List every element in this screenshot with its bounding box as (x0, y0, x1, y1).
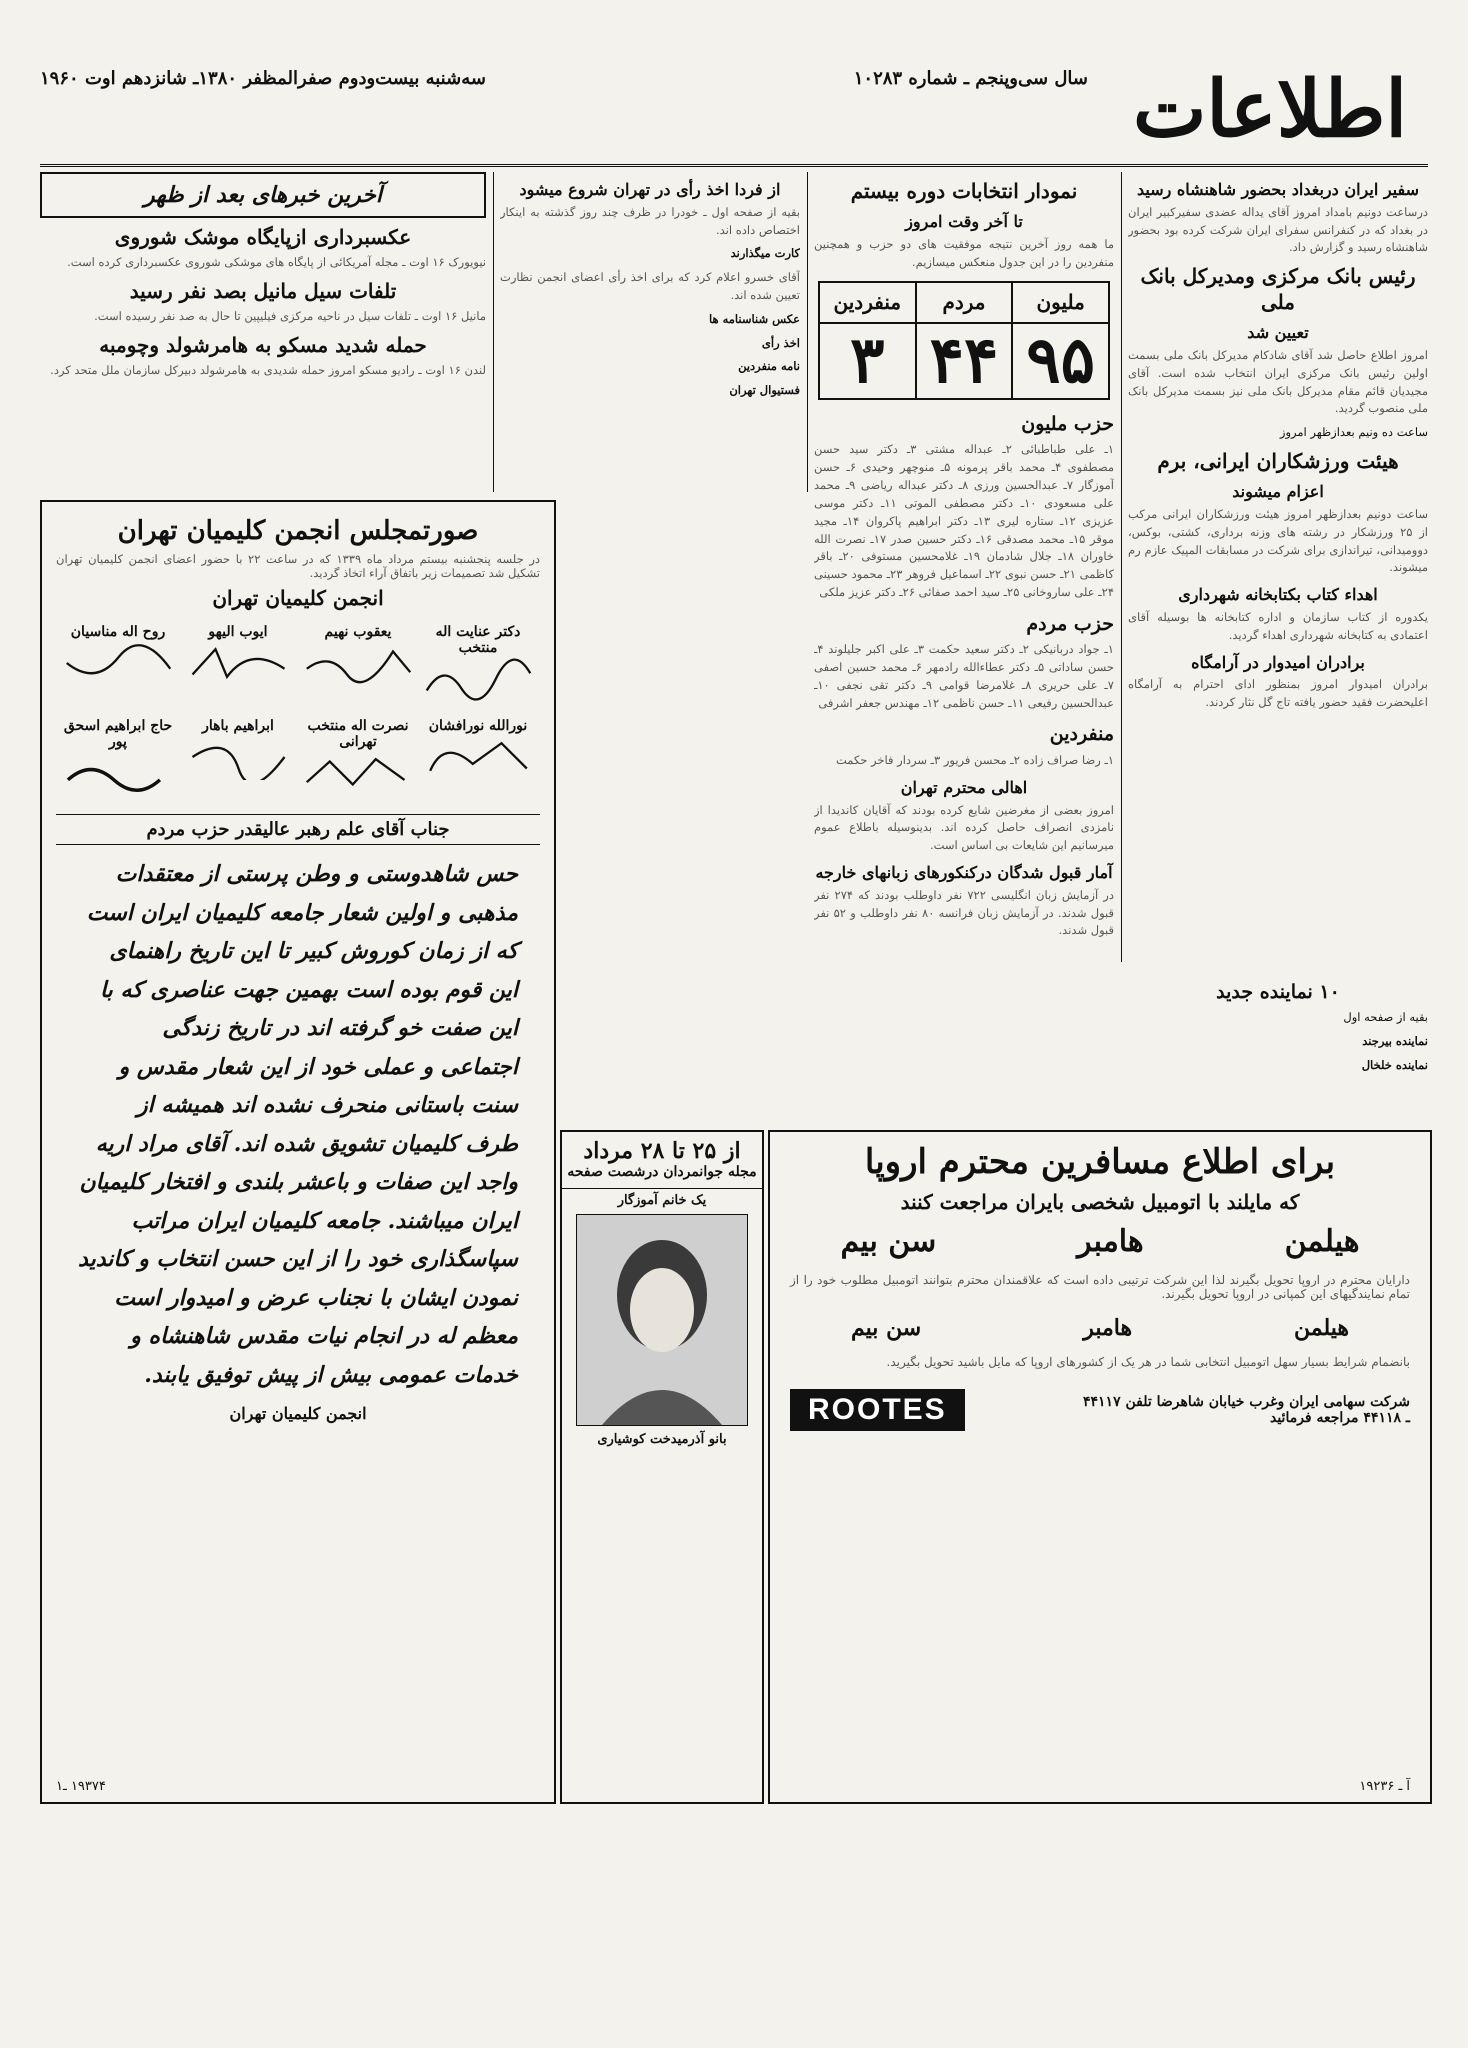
tally-value: ۴۴ (929, 323, 999, 399)
headline-library: اهداء کتاب بکتابخانه شهرداری (1178, 585, 1378, 605)
signatory-name: نصرت اله منتخب تهرانی (307, 718, 409, 750)
article-text: امروز اطلاع حاصل شد آقای شادکام مدیرکل بانک ملی بسمت اولین رئیس بانک مرکزی ایران انتخاب شده است. آقای مجیدیان قائم مقام مدیرکل بانک ملی نیز بسمت مدیرکل بانک ملی منصوب گردید. (1128, 348, 1428, 416)
signature-block (42, 610, 554, 814)
newspaper-page (40, 60, 1428, 1980)
rootes-logo: ROOTES (790, 1389, 965, 1431)
tally-label: ملیون (1013, 283, 1108, 324)
headline-flood: تلفات سیل مانیل بصد نفر رسید (129, 278, 397, 303)
article-text: در آزمایش زبان انگلیسی ۷۲۲ نفر داوطلب بودند که ۲۷۴ نفر قبول شدند. در آزمایش زبان فرانسه ۸۰ نفر داوطلب و ۵۲ نفر قبول شدند. (814, 887, 1114, 938)
article-text: مانیل ۱۶ اوت ـ تلفات سیل در ناحیه مرکزی فیلیپین تا حال به صد نفر رسیده است. (94, 308, 486, 323)
signatory (60, 718, 175, 800)
rootes-ad (768, 1130, 1432, 1804)
candidate-list: ۱ـ جواد دربانیکی ۲ـ دکتر سعید حکمت ۳ـ علی اکبر جلیلوند ۴ـ حسن ساداتی ۵ـ دکتر عطاءالله رادمهر ۶ـ محمد حسین اصفی ۷ـ علی حریری ۸ـ غلامرضا قوامی ۹ـ دکتر تقی نجفی ۱۰ـ عبدالحسین رفیعی ۱۱ـ حسن ناظمی ۱۲ـ مهندس جعفر اشرفی (814, 642, 1114, 710)
dateline: سه‌شنبه بیست‌ودوم صفرالمظفر ۱۳۸۰ـ شانزدهم اوت ۱۹۶۰ (40, 68, 486, 89)
signatory (180, 624, 295, 706)
party-heading: حزب مردم (1026, 612, 1114, 635)
headline-brothers: برادران امیدوار در آرامگاه (1191, 652, 1365, 672)
magazine-note: یک خانم آموزگار (562, 1188, 762, 1208)
candidate-list: ۱ـ علی طباطبائی ۲ـ عبداله مشتی ۳ـ دکتر سید حسن مصطفوی ۴ـ محمد باقر پرمونه ۵ـ منوچهر وحیدی ۶ـ حسن آموزگار ۷ـ عبدالحسین ورزی ۸ـ دکتر عبداله ریاضی ۹ـ محمد علی مسعودی ۱۰ـ دکتر مصطفی الموتی ۱۱ـ دکتر موسی عزیزی ۱۲ـ ستاره لیری ۱۳ـ دکتر ابراهیم پاکروان ۱۴ـ مجید موقر ۱۵ـ محمد مصدقی ۱۶ـ دکتر حسین صدر ۱۷ـ نصرت الله خاوران ۱۸ـ جلال شادمان ۱۹ـ غلامحسین مستوفی ۲۰ـ باقر کاظمی ۲۱ـ حسن نبوی ۲۲ـ اسماعیل فروهر ۲۳ـ محمود حسینی ۲۴ـ علی ساروخانی ۲۵ـ سید احمد صفائی ۲۶ـ دکتر عزیز ملکی (814, 442, 1114, 599)
article-text: بقیه از صفحه اول ـ خودرا در ظرف چند روز گذشته به اینکار اختصاص داده اند. (500, 204, 800, 237)
column-late-news (40, 172, 486, 492)
candidate-list: ۱ـ رضا صراف زاده ۲ـ محسن فریور ۳ـ سردار فاخر حکمت (835, 752, 1114, 767)
tally-label: منفردین (820, 283, 915, 324)
signature-scribble (421, 734, 536, 780)
subhead-bank: تعیین شد (1247, 323, 1309, 343)
subhead-festival: فستیوال تهران (729, 383, 800, 398)
column-rule (1121, 172, 1122, 962)
subhead-photo: عکس شناسنامه ها (709, 311, 800, 326)
article-text: ما همه روز آخرین نتیجه موفقیت های دو حزب و همچنین منفردین را در این جدول منعکس میسازیم. (814, 236, 1114, 269)
tally-label: مردم (917, 283, 1012, 324)
brand-sunbeam: سن بیم (851, 1315, 922, 1341)
chamber-title: صورتمجلس انجمن کلیمیان تهران (117, 516, 479, 546)
magazine-subtitle: مجله جوانمردان درشصت صفحه (567, 1164, 757, 1180)
brand-humber: هامبر (1077, 1224, 1144, 1259)
rep-heading: نماینده بیرجند (1362, 1034, 1428, 1049)
rep-heading: نماینده خلخال (1361, 1058, 1428, 1073)
signatory-name: حاج ابراهیم اسحق پور (63, 718, 173, 750)
signatory-name: یعقوب نهیم (324, 624, 392, 640)
brand-row-small (770, 1315, 1430, 1341)
article-time: ساعت ده ونیم بعدازظهر امروز (1279, 425, 1428, 440)
column-rule (807, 172, 808, 492)
brand-hillman: هیلمن (1294, 1315, 1350, 1341)
tally-cell (1011, 283, 1108, 398)
rootes-subtitle: که مایلند با اتومبیل شخصی بایران مراجعت کنند (900, 1190, 1300, 1214)
party-heading: منفردین (1049, 723, 1114, 746)
signatory-name: ابراهیم باهار (202, 718, 274, 734)
article-text: آقای خسرو اعلام کرد که برای اخذ رأی اعضای انجمن نظارت تعیین شده اند. (500, 270, 800, 303)
article-text: درساعت دونیم بامداد امروز آقای یداله عضدی سفیرکبیر ایران در بغداد که در کنفرانس سفرای ایران شرکت کرده بود بحضور شاهنشاه رسید و گزارش داد. (1128, 204, 1428, 255)
headline-missile: عکسبرداری ازپایگاه موشک شوروی (114, 225, 412, 250)
signatory (300, 718, 415, 800)
headline-ambassador: سفیر ایران دربغداد بحضور شاهنشاه رسید (1136, 180, 1419, 199)
ad-body: بانضمام شرایط بسیار سهل اتومبیل انتخابی شما در هر یک از کشورهای اروپا که مایل باشید تحویل بگیرید. (886, 1355, 1410, 1369)
signature-scribble (421, 656, 536, 702)
masthead-title: اطلاعات (1132, 64, 1408, 155)
magazine-ad (560, 1130, 764, 1804)
magazine-title: از ۲۵ تا ۲۸ مرداد (583, 1138, 741, 1164)
signature-scribble (61, 750, 176, 796)
column-elections (814, 172, 1114, 1222)
headline-bank: رئیس بانک مرکزی ومدیرکل بانک ملی (1140, 264, 1416, 315)
tally-cell (915, 283, 1012, 398)
ad-code: ۱۹۳۷۴ ـ۱ (56, 1779, 106, 1794)
chamber-org: انجمن کلیمیان تهران (212, 586, 384, 610)
letter-heading: جناب آقای علم رهبر عالیقدر حزب مردم (56, 814, 540, 845)
article-text: برادران امیدوار امروز بمنظور ادای احترام به آرامگاه اعلیحضرت فقید حضور یافته تاج گل نثار کردند. (1128, 677, 1428, 710)
signatory-name: ایوب الیهو (208, 624, 268, 640)
article-text: ساعت دونیم بعدازظهر امروز هیئت ورزشکاران ایرانی مرکب از ۲۵ ورزشکار در رشته های وزنه برداری، کشتی، بوکس، دوومیدانی، تیراندازی برای شرکت در مسابقات المپیک عازم رم میشوند. (1128, 506, 1428, 575)
chamber-org-sign: انجمن کلیمیان تهران (229, 1404, 367, 1423)
handwritten-letter: حس شاهدوستی و وطن پرستی از معتقدات مذهبی و اولین شعار جامعه کلیمیان ایران است که از زمان کوروش کبیر تا این تاریخ راهنمای این قوم بوده است بهمین جهت عناصری که با این صفت خو گرفته اند در تاریخ زندگی اجتماعی و عملی خود از این شعار مقدس و سنت باستانی منحرف نشده اند همیشه از طرف کلیمیان تشویق شده اند. آقای مراد اریه واجد این صفات و باعشر بلندی و افتخار کلیمیان ایران میباشند. جامعه کلیمیان ایران مراتب سپاسگذاری خود را از این حسن انتخاب و کاندید نمودن ایشان با نجناب عرض و امیدوار است معظم له در انجام نیات مقدس شاهنشاه و خدمات عمومی بیش از پیش توفیق یابند. (78, 861, 518, 1388)
party-heading: حزب ملیون (1021, 413, 1114, 436)
brand-humber: هامبر (1083, 1315, 1133, 1341)
signature-scribble (181, 640, 296, 686)
brand-sunbeam: سن بیم (840, 1224, 937, 1259)
chamber-minutes: در جلسه پنجشنبه بیستم مرداد ماه ۱۳۳۹ که در ساعت ۲۲ با حضور اعضای انجمن کلیمیان تهران تشکیل شد تصمیمات زیر باتفاق آراء اتخاذ گردید. (56, 552, 541, 580)
signatory-name: دکتر عنایت اله منتخب (435, 624, 521, 656)
chamber-announcement-box (40, 500, 556, 1804)
portrait-caption: بانو آذرمیدخت کوشیاری (597, 1432, 727, 1447)
issue-number: سال سی‌وپنجم ـ شماره ۱۰۲۸۳ (853, 68, 1088, 89)
signatory (300, 624, 415, 706)
signatory (420, 718, 535, 800)
tally-value: ۹۵ (1026, 323, 1096, 399)
tally-value: ۳ (850, 323, 885, 399)
headline-moscow: حمله شدید مسکو به هامرشولد وچومبه (99, 332, 427, 357)
article-text: امروز بعضی از مغرضین شایع کرده بودند که آقایان کاندیدا از نامزدی انصراف حاصل کرده اند. بدینوسیله باطلاع عموم میرسانیم این شایعات بی اساس است. (814, 802, 1114, 853)
subhead-vote: اخذ رأی (761, 335, 800, 350)
headline-exams: آمار قبول شدگان درکنکورهای زبانهای خارجه (815, 862, 1113, 882)
ad-body: دارایان محترم در اروپا تحویل بگیرند لذا این شرکت ترتیبی داده است که علاقمندان محترم بتوانند اتومبیل مطلوب خود را از تمام نمایندگیهای این کمپانی در اروپا تحویل بگیرند. (790, 1273, 1410, 1301)
article-text: نیویورک ۱۶ اوت ـ مجله آمریکائی از پایگاه های موشکی شوروی عکسبرداری کرده است. (67, 255, 486, 270)
tally-cell (820, 283, 915, 398)
subhead-athletes: اعزام میشوند (1232, 482, 1324, 502)
ad-code: آ ـ ۱۹۲۳۶ (1359, 1779, 1410, 1794)
brand-row (770, 1224, 1430, 1259)
headline-elections: نمودار انتخابات دوره بیستم (850, 179, 1078, 203)
signatory-name: نورالله نورافشان (428, 718, 528, 734)
signature-scribble (301, 750, 416, 796)
signature-scribble (181, 734, 296, 780)
subhead-elections: تا آخر وقت امروز (905, 212, 1023, 231)
portrait-photo (576, 1214, 748, 1426)
column-right-news (1128, 172, 1428, 962)
headline-athletes: هیئت ورزشکاران ایرانی، برم (1157, 449, 1399, 474)
election-tally-table (818, 281, 1110, 400)
headline-notice: اهالی محترم تهران (900, 777, 1028, 797)
new-reps-title: ۱۰ نماینده جدید (1216, 981, 1340, 1003)
subhead-card: کارت میگذارند (730, 246, 800, 261)
article-text: لندن ۱۶ اوت ـ رادیو مسکو امروز حمله شدیدی به هامرشولد دبیرکل سازمان ملل متحد کرد. (50, 362, 486, 377)
signatory-name: روح اله مناسیان (70, 624, 166, 640)
signature-scribble (301, 640, 416, 686)
rootes-footer (770, 1373, 1430, 1431)
column-rule (493, 172, 494, 492)
rootes-address: شرکت سهامی ایران وغرب خیابان شاهرضا تلفن ۴۴۱۱۷ ـ ۴۴۱۱۸ مراجعه فرمائید (1083, 1394, 1410, 1426)
article-text: یکدوره از کتاب سازمان و اداره کتابخانه ها بوسیله آقای اعتمادی به کتابخانه شهرداری اهداء گردید. (1128, 609, 1428, 642)
signature-scribble (61, 640, 176, 686)
signatory (180, 718, 295, 800)
brand-hillman: هیلمن (1284, 1224, 1360, 1259)
late-news-banner: آخرین خبرهای بعد از ظهر (40, 172, 486, 218)
new-reps-sub: بقیه از صفحه اول (1343, 1010, 1428, 1025)
subhead-independents: نامه منفردین (738, 359, 800, 374)
signatory (420, 624, 535, 706)
signatory (60, 624, 175, 706)
column-new-reps (1128, 970, 1428, 1120)
page-header (40, 60, 1428, 167)
column-middle (500, 172, 800, 492)
portrait-image (577, 1215, 747, 1425)
headline-voting: از فردا اخذ رأی در تهران شروع میشود (519, 180, 781, 199)
rootes-title: برای اطلاع مسافرین محترم اروپا (864, 1142, 1336, 1182)
